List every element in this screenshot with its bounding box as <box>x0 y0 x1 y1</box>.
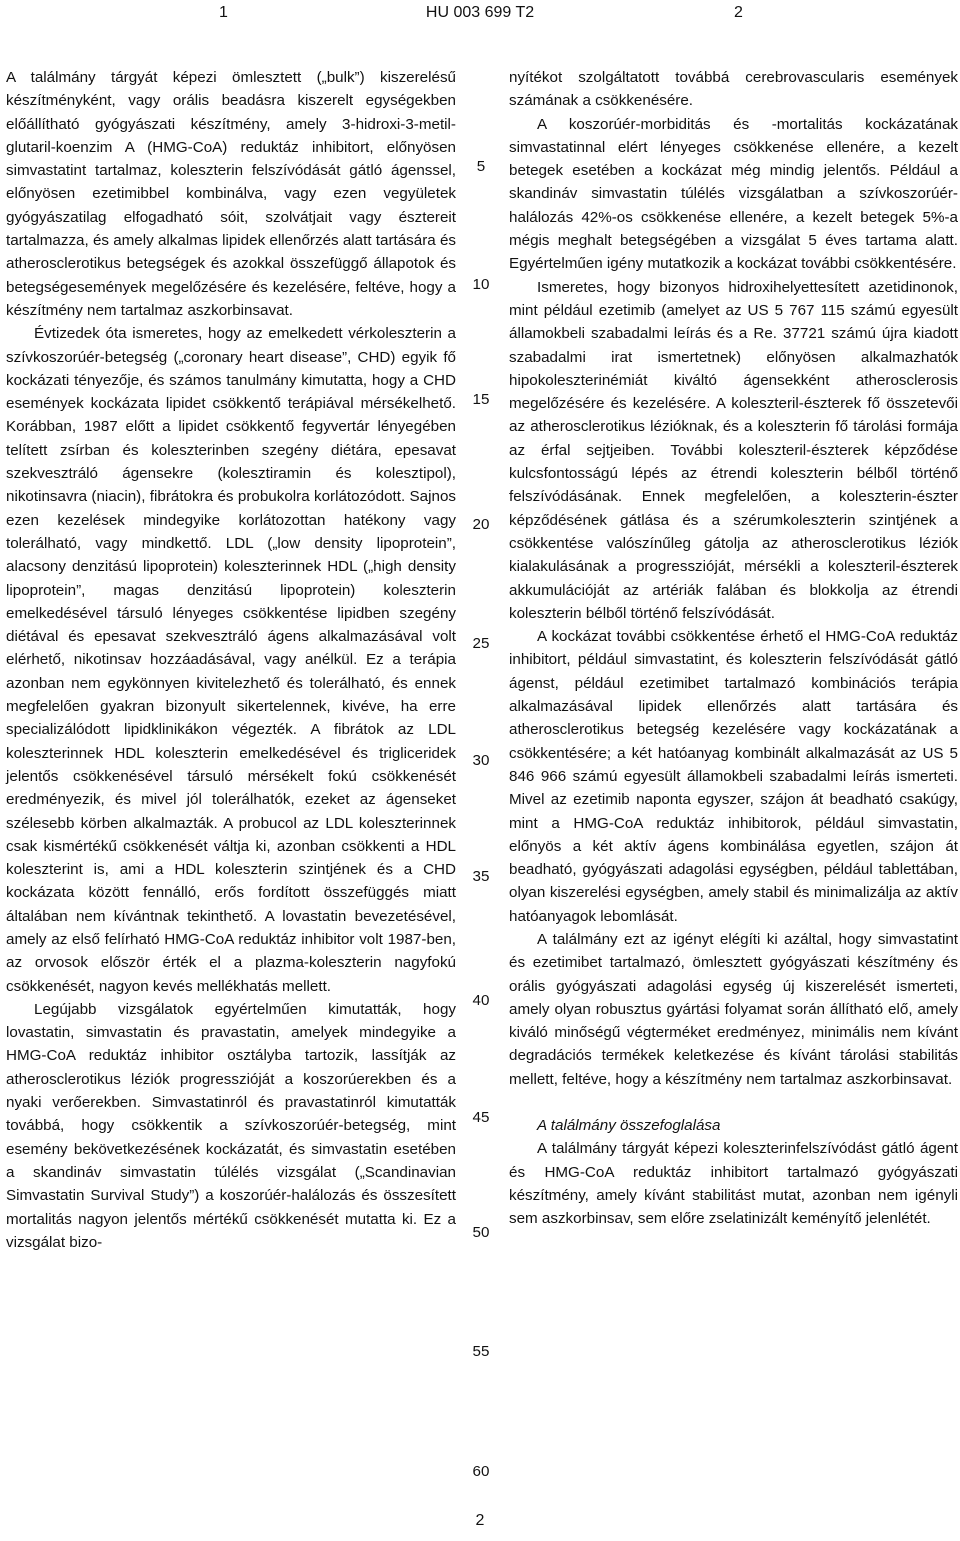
left-text-column <box>6 66 456 1254</box>
line-number: 35 <box>472 868 490 885</box>
header-document-number: HU 003 699 T2 <box>425 4 535 21</box>
line-number: 45 <box>472 1109 490 1126</box>
header-right-page-number: 2 <box>734 4 743 21</box>
line-number: 40 <box>472 992 490 1009</box>
line-number: 55 <box>472 1343 490 1360</box>
right-text-column <box>509 66 958 1231</box>
line-number: 25 <box>472 635 490 652</box>
line-number: 30 <box>472 752 490 769</box>
line-number: 50 <box>472 1224 490 1241</box>
paragraph: A koszorúér-morbiditás és -mortalitás kockázatának simvastatinnal elért lényeges csökkenése ellenére, a kezelt betegek esetében a kockázat még mindig jelentős. Például a skandináv simvastatin túlélés vizsgálatban a szívkoszorúér-halálozás 42%-os csökkenése ellenére, a kezelt betegek 5%-a mégis meghalt betegségében a vizsgálat 5 éves tartama alatt. Egyértelműen igény mutatkozik a kockázat további csökkentésére. <box>509 115 958 273</box>
line-number: 20 <box>472 516 490 533</box>
paragraph: A találmány ezt az igényt elégíti ki azáltal, hogy simvastatint és ezetimibet tartalmazó, ömlesztett gyógyászati készítmény és orális gyógyászati adagolási egység új kiszerelését ismerteti, amely olyan robusztus gyártási folyamat során állítható elő, amely kiváló minőségű végterméket eredményez, minimális nem kívánt degradációs termékek keletkezése és kívánt tárolási stabilitás mellett, feltéve, hogy a készítmény nem tartalmaz aszkorbinsavat. <box>509 930 958 1088</box>
paragraph: A találmány tárgyát képezi koleszterinfelszívódást gátló ágent és HMG-CoA reduktáz inhibitort tartalmazó gyógyászati készítmény, amely kívánt stabilitást mutat, azonban nem igényli sem aszkorbinsav, sem előre zselatinizált keményítő jelenlétét. <box>509 1140 958 1228</box>
paragraph: Legújabb vizsgálatok egyértelműen kimutatták, hogy lovastatin, simvastatin és pravastatin, amelyek mindegyike a HMG-CoA reduktáz inhibitor osztályba tartozik, lassítják az atherosclerotikus léziók progresszióját a koszorúerekben és a nyaki verőerekben. Simvastatinról és pravastatinról kimutatták továbbá, hogy csökkentik a szívkoszorúér-betegség, mint esemény bekövetkezésének kockázatát, és simvastatin esetében a skandináv simvastatin túlélés vizsgálat („Scandinavian Simvastatin Survival Study”) a koszorúér-halálozás és összesített mortalitás nagyon jelentős mértékű csökkenését mutatta ki. Ez a vizsgálat bizo- <box>6 1000 456 1251</box>
paragraph: A kockázat további csökkentése érhető el HMG-CoA reduktáz inhibitort, például simvastatint, és koleszterin felszívódását gátló ágenst, például ezetimibet tartalmazó kombinációs terápia alkalmazásával lipidek ellenőrzés alatt tartására és atherosclerotikus betegség kezelésére vagy kockázatának a csökkentésére; a két hatóanyag kombinált alkalmazását az US 5 846 966 számú egyesült államokbeli szabadalmi leírás ismerteti. Mivel az ezetimib naponta egyszer, szájon át beadható csakúgy, mint a HMG-CoA reduktáz inhibitorok, például simvastatin, előnyös a két aktív ágens kombinálása egyetlen, szájon át beadható, gyógyászati adagolási egységben, például tablettában, olyan kiszerelési egységben, amely stabil és minimalizálja az aktív hatóanyagok lebomlását. <box>509 628 958 925</box>
line-number: 60 <box>472 1463 490 1480</box>
section-heading: A találmány összefoglalása <box>537 1117 721 1135</box>
line-number: 10 <box>472 276 490 293</box>
line-number: 5 <box>476 158 486 175</box>
page-number: 2 <box>475 1512 485 1529</box>
paragraph: Ismeretes, hogy bizonyos hidroxihelyettesített azetidinonok, mint például ezetimib (amelyet az US 5 767 115 számú egyesült államokbeli szabadalmi leírás és a Re. 37721 számú újra kiadott szabadalmi irat ismertetnek) előnyösen alkalmazhatók hipokoleszterinémiát kiváltó ágensekként atherosclerosis megelőzésére és kezelésére. A koleszteril-észterek fő összetevői az atherosclerotikus lézióknak, és a koleszterin fő tárolási formája az érfal sejtjeiben. További koleszteril-észterek képződése kulcsfontosságú lépés az étrendi koleszterin bélből történő felszívódásának. Ennek megfelelően, a koleszterin-észter képződésének gátlása és a szérumkoleszterin szintjének a csökkentése valószínűleg gátolja az atherosclerotikus léziók kialakulásának a progresszióját, mérsékli a koleszteril-észterek akkumulációját az artériák falában és blokkolja az étrendi koleszterin bélből történő felszívódását. <box>509 278 958 622</box>
paragraph: Évtizedek óta ismeretes, hogy az emelkedett vérkoleszterin a szívkoszorúér-betegség („coronary heart disease”, CHD) egyik fő kockázati tényezője, és számos tanulmány kimutatta, hogy a CHD események kockázata lipidet csökkentő terápiával mérsékelhető. Korábban, 1987 előtt a lipidet csökkentő fegyvertár lényegében telített zsírban és koleszterinben szegény diétára, epesavat szekvesztráló ágensekre (kolesztiramin és kolesztipol), nikotinsavra (niacin), fibrátokra és probukolra korlátozódott. Sajnos ezen kezelések mindegyike korlátozottan hatékony vagy tolerálható, vagy mindkettő. LDL („low density lipoprotein”, alacsony denzitású lipoprotein) koleszterinnek HDL („high density lipoprotein”, magas denzitású lipoprotein) koleszterin emelkedésével társuló lényeges csökkentése lipidben szegény diétával és epesavat szekvesztráló ágens alkalmazásával volt elérhető, nikotinsav hozzáadásával, vagy anélkül. Ez a terápia azonban nem egykönnyen kivitelezhető és tolerálható, és ennek megfelelően gyakran bizonyult sikertelennek, kivéve, ha erre specializálódott lipidklinikákon végezték. A fibrátok az LDL koleszterinnek HDL koleszterin emelkedésével és trigliceridek jelentős csökkenésével társuló mérsékelt fokú csökkenését eredményezik, és mivel jól tolerálhatók, ezeket az ágenseket szélesebb körben alkalmazták. A probucol az LDL koleszterinnek csak kismértékű csökkenését váltja ki, azonban csökkenti a HDL koleszterint is, ami a HDL koleszterin szintjének és a CHD kockázata között fennálló, erős fordított összefüggés miatt általában nem kívántnak tekinthető. A lovastatin bevezetésével, amely az első felírható HMG-CoA reduktáz inhibitor volt 1987-ben, az orvosok először érték el a plazma-koleszterin nagyfokú csökkenését, nagyon kevés mellékhatás mellett. <box>6 325 456 995</box>
header-left-page-number: 1 <box>219 4 228 21</box>
paragraph: A találmány tárgyát képezi ömlesztett („bulk”) kiszerelésű készítményként, vagy orális beadásra kiszerelt egységekben előállítható gyógyászati készítmény, amely 3-hidroxi-3-metil-glutaril-koenzim A (HMG-CoA) reduktáz inhibitort, előnyösen simvastatint tartalmaz, koleszterin felszívódását gátló ágenssel, előnyösen ezetimibbel kombinálva, vagy ezen vegyületek gyógyászatilag elfogadható sóit, szolvátjait vagy észtereit tartalmazza, és amely alkalmas lipidek ellenőrzés alatt tartására és atherosclerotikus betegségek és azokkal összefüggő állapotok és betegségesemények megelőzésére és kezelésére, feltéve, hogy a készítmény nem tartalmaz aszkorbinsavat. <box>6 69 456 319</box>
paragraph: nyítékot szolgáltatott továbbá cerebrovascularis események számának a csökkenésére. <box>509 69 958 110</box>
line-number: 15 <box>472 391 490 408</box>
